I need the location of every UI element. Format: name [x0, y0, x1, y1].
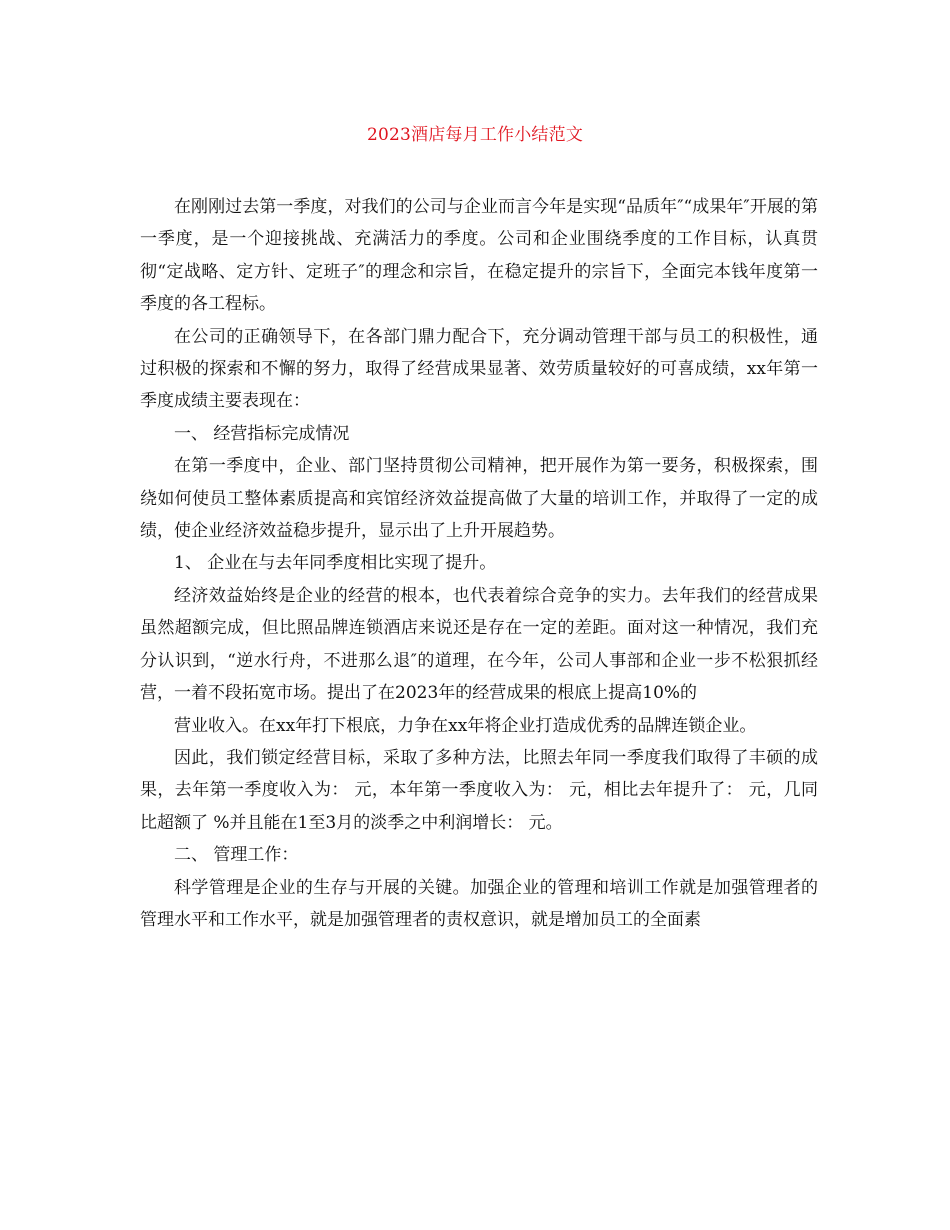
document-title: 2023酒店每月工作小结范文 — [366, 125, 584, 145]
section-heading: 二、 管理工作： — [174, 845, 299, 866]
paragraph: 在刚刚过去第一季度，对我们的公司与企业而言今年是实现“品质年″“成果年″开展的第一季度，是一个迎接挑战、充满活力的季度。公司和企业围绕季度的工作目标，认真贯彻“定战略、定方针、定班子″的理念和宗旨，在稳定提升的宗旨下，全面完本钱年度第一季度的各工程标。 — [140, 197, 818, 315]
document-body — [140, 191, 818, 936]
subsection-heading: 1、 企业在与去年同季度相比实现了提升。 — [174, 553, 497, 574]
section-heading: 一、 经营指标完成情况 — [174, 423, 350, 444]
paragraph: 科学管理是企业的生存与开展的关键。加强企业的管理和培训工作就是加强管理者的管理水平和工作水平，就是加强管理者的责权意识，就是增加员工的全面素 — [140, 877, 818, 930]
paragraph: 在第一季度中，企业、部门坚持贯彻公司精神，把开展作为第一要务，积极探索，围绕如何使员工整体素质提高和宾馆经济效益提高做了大量的培训工作，并取得了一定的成绩，使企业经济效益稳步提升，显示出了上升开展趋势。 — [140, 456, 818, 542]
paragraph: 因此，我们锁定经营目标，采取了多种方法，比照去年同一季度我们取得了丰硕的成果，去年第一季度收入为： 元，本年第一季度收入为： 元，相比去年提升了： 元，几同比超额了 %并且能在1至3月的淡季之中利润增长： 元。 — [140, 747, 818, 833]
paragraph: 经济效益始终是企业的经营的根本，也代表着综合竞争的实力。去年我们的经营成果虽然超额完成，但比照品牌连锁酒店来说还是存在一定的差距。面对这一种情况，我们充分认识到，“逆水行舟，不进那么退″的道理，在今年，公司人事部和企业一步不松狠抓经营，一着不段拓宽市场。提出了在2023年的经营成果的根底上提高10%的 — [140, 585, 818, 704]
paragraph: 在公司的正确领导下，在各部门鼎力配合下，充分调动管理干部与员工的积极性，通过积极的探索和不懈的努力，取得了经营成果显著、效劳质量较好的可喜成绩，xx年第一季度成绩主要表现在： — [140, 326, 818, 412]
paragraph: 营业收入。在xx年打下根底，力争在xx年将企业打造成优秀的品牌连锁企业。 — [174, 715, 757, 736]
